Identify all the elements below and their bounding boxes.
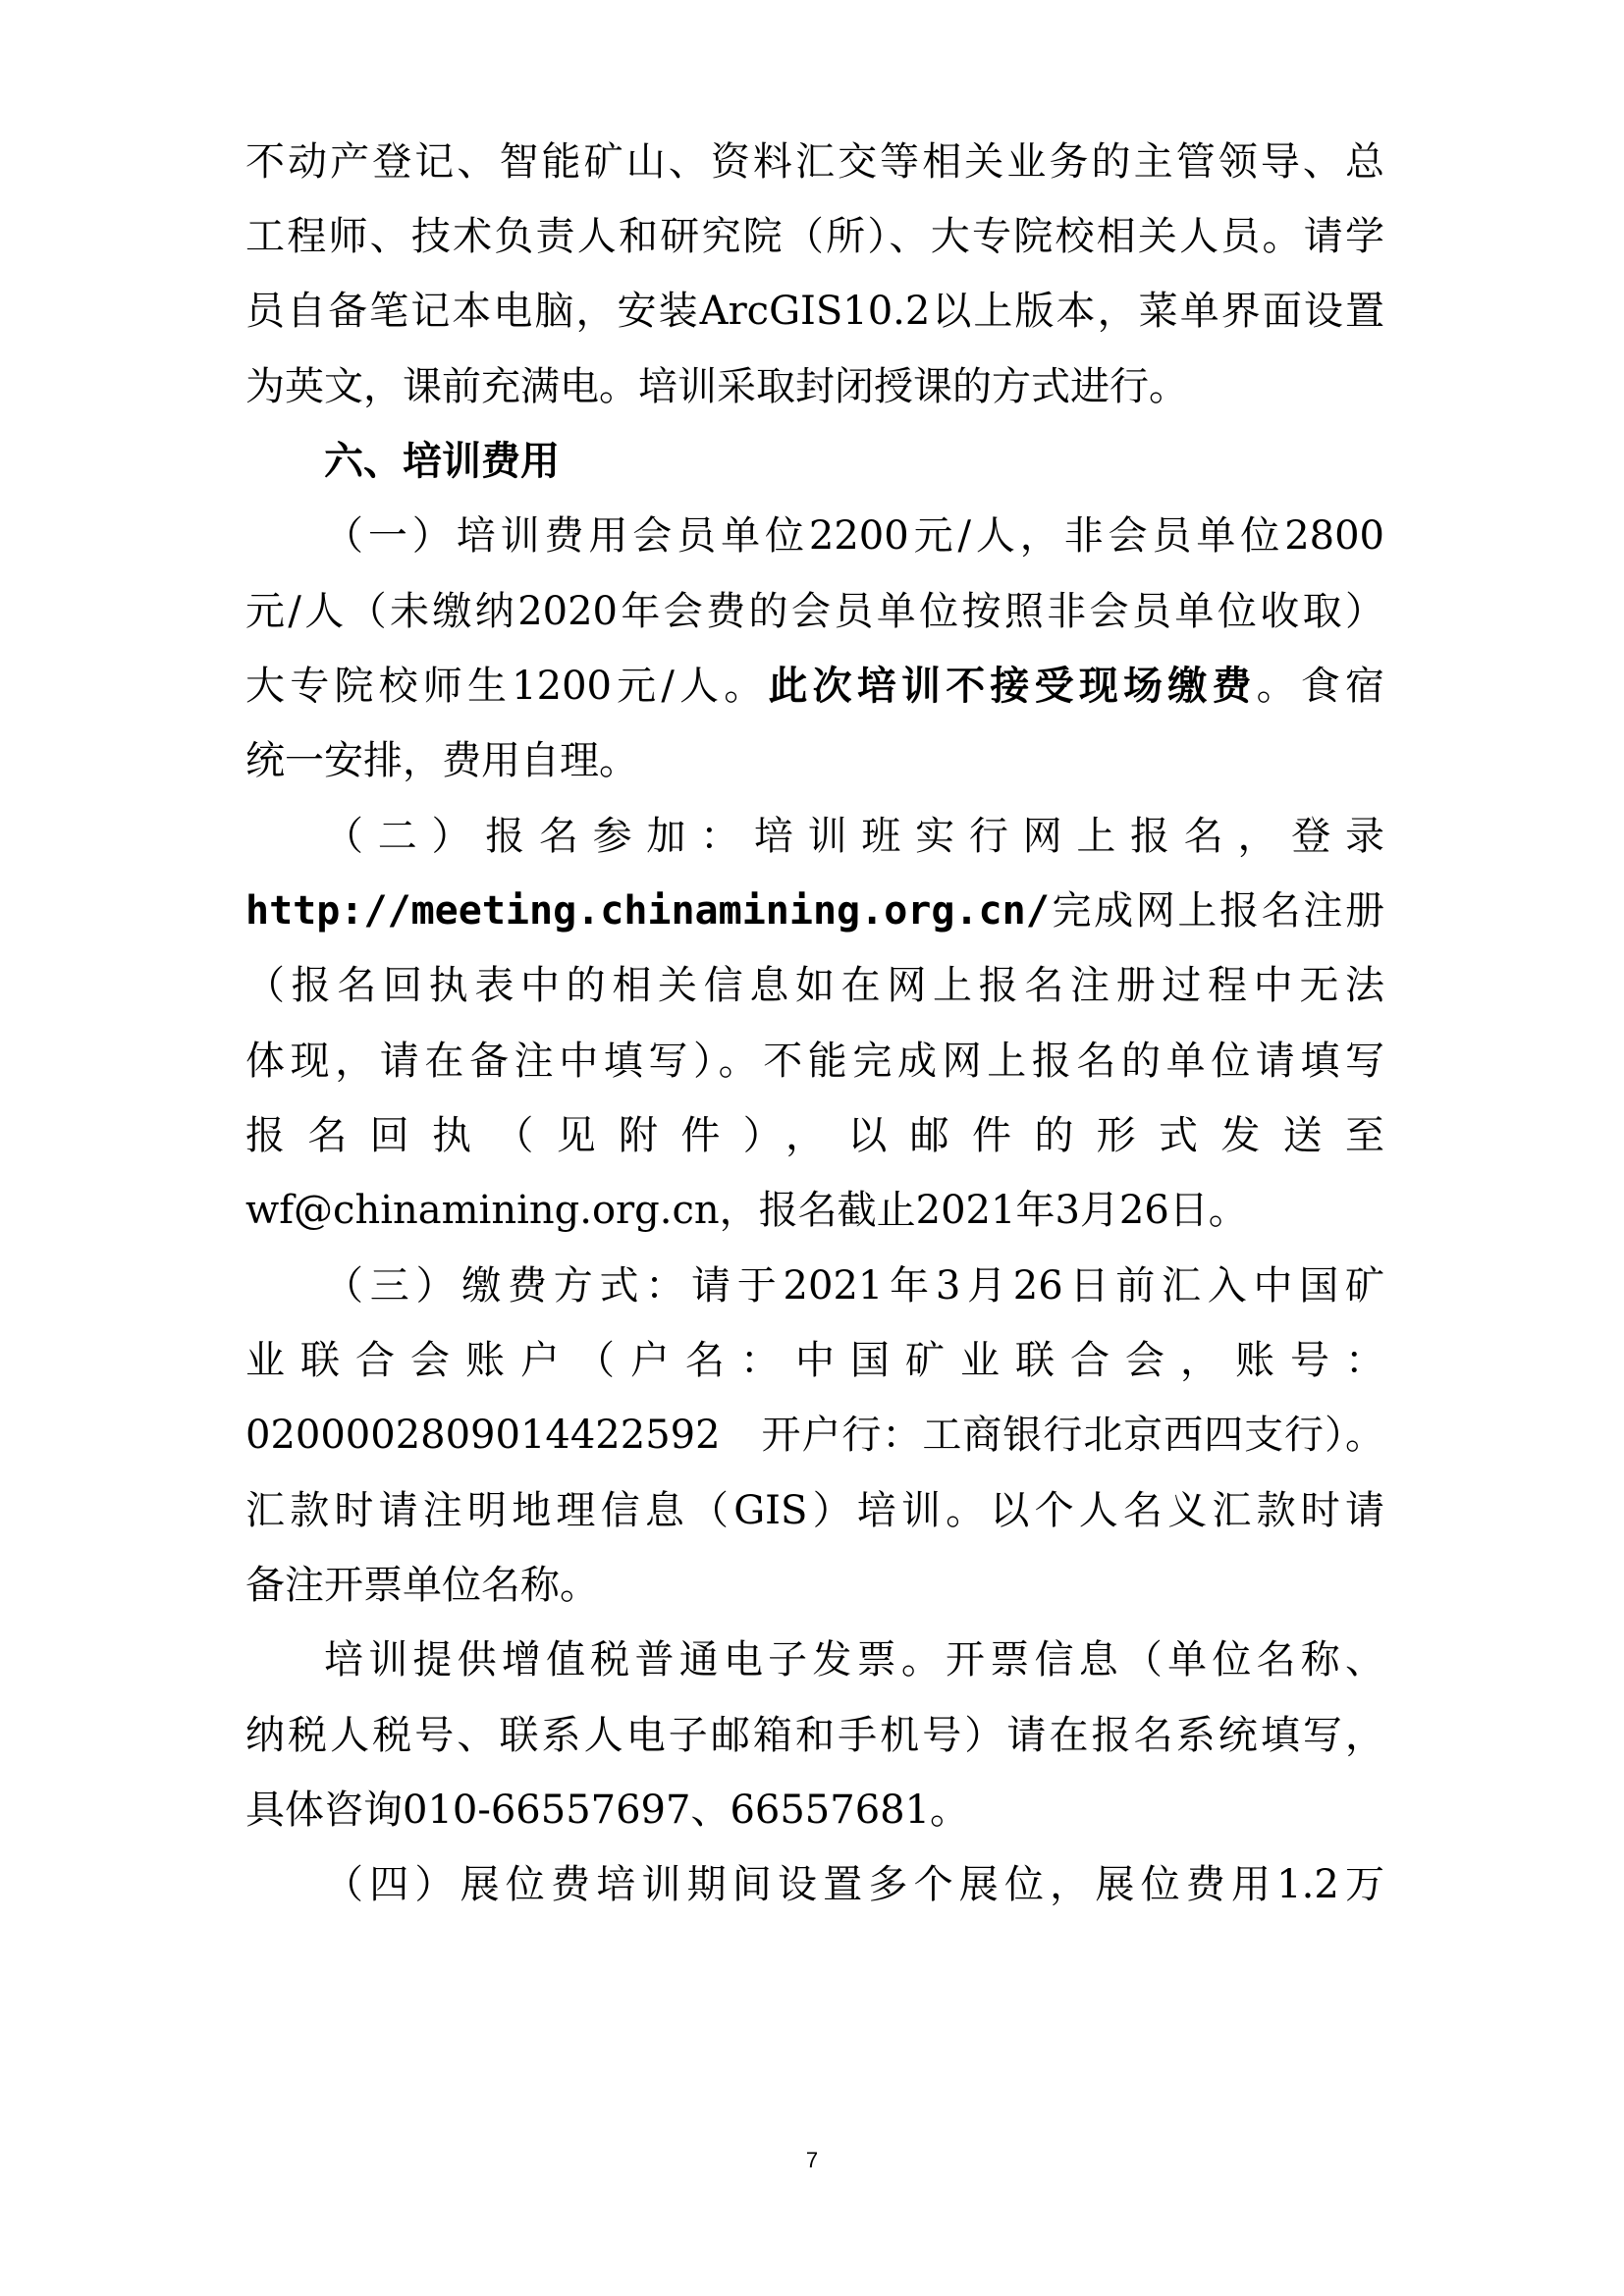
paragraph-line: （二）报名参加：培训班实行网上报名，登录 [324,814,1384,859]
no-onsite-payment-notice: 此次培训不接受现场缴费 [768,664,1257,709]
paragraph-line [245,881,1384,940]
paragraph-line: 培训提供增值税普通电子发票。开票信息（单位名称、 [324,1637,1384,1682]
paragraph-line: 不动产登记、智能矿山、资料汇交等相关业务的主管领导、总 [245,139,1384,185]
paragraph-line: （报名回执表中的相关信息如在网上报名注册过程中无法 [245,963,1384,1008]
registration-text: 完成网上报名注册 [1049,888,1384,934]
paragraph-line: 元/人（未缴纳2020年会费的会员单位按照非会员单位收取） [245,589,1384,634]
paragraph-line: wf@chinamining.org.cn，报名截止2021年3月26日。 [245,1188,1248,1233]
fee-text: 大专院校师生1200元/人。 [245,664,769,709]
registration-url-link[interactable]: http://meeting.chinamining.org.cn/ [245,888,1050,934]
paragraph-line: （一）培训费用会员单位2200元/人，非会员单位2800 [324,513,1384,559]
paragraph-line: （三）缴费方式：请于2021年3月26日前汇入中国矿 [324,1263,1384,1308]
section-heading: 六、培训费用 [324,439,560,484]
paragraph-line [245,657,1384,716]
paragraph-line: 体现，请在备注中填写）。不能完成网上报名的单位请填写 [245,1039,1384,1084]
paragraph-line: 员自备笔记本电脑，安装ArcGIS10.2以上版本，菜单界面设置 [245,289,1384,334]
paragraph-line: 汇款时请注明地理信息（GIS）培训。以个人名义汇款时请 [245,1488,1384,1533]
paragraph-line: 统一安排，费用自理。 [245,738,638,783]
paragraph-line: 纳税人税号、联系人电子邮箱和手机号）请在报名系统填写， [245,1713,1384,1758]
paragraph-line: 备注开票单位名称。 [245,1563,599,1608]
paragraph-line: 具体咨询010-66557697、66557681。 [245,1788,970,1833]
fee-text-tail: 。食宿 [1256,664,1385,709]
paragraph-line: 0200002809014422592 开户行：工商银行北京西四支行）。 [245,1413,1384,1458]
page-number: 7 [805,2148,819,2172]
paragraph-line: 报名回执（见附件），以邮件的形式发送至 [245,1113,1384,1158]
paragraph-line: 业联合会账户（户名：中国矿业联合会，账号： [245,1338,1384,1383]
paragraph-line: 工程师、技术负责人和研究院（所）、大专院校相关人员。请学 [245,214,1384,259]
paragraph-line: （四）展位费培训期间设置多个展位，展位费用1.2万 [324,1862,1384,1907]
paragraph-line: 为英文，课前充满电。培训采取封闭授课的方式进行。 [245,364,1188,409]
